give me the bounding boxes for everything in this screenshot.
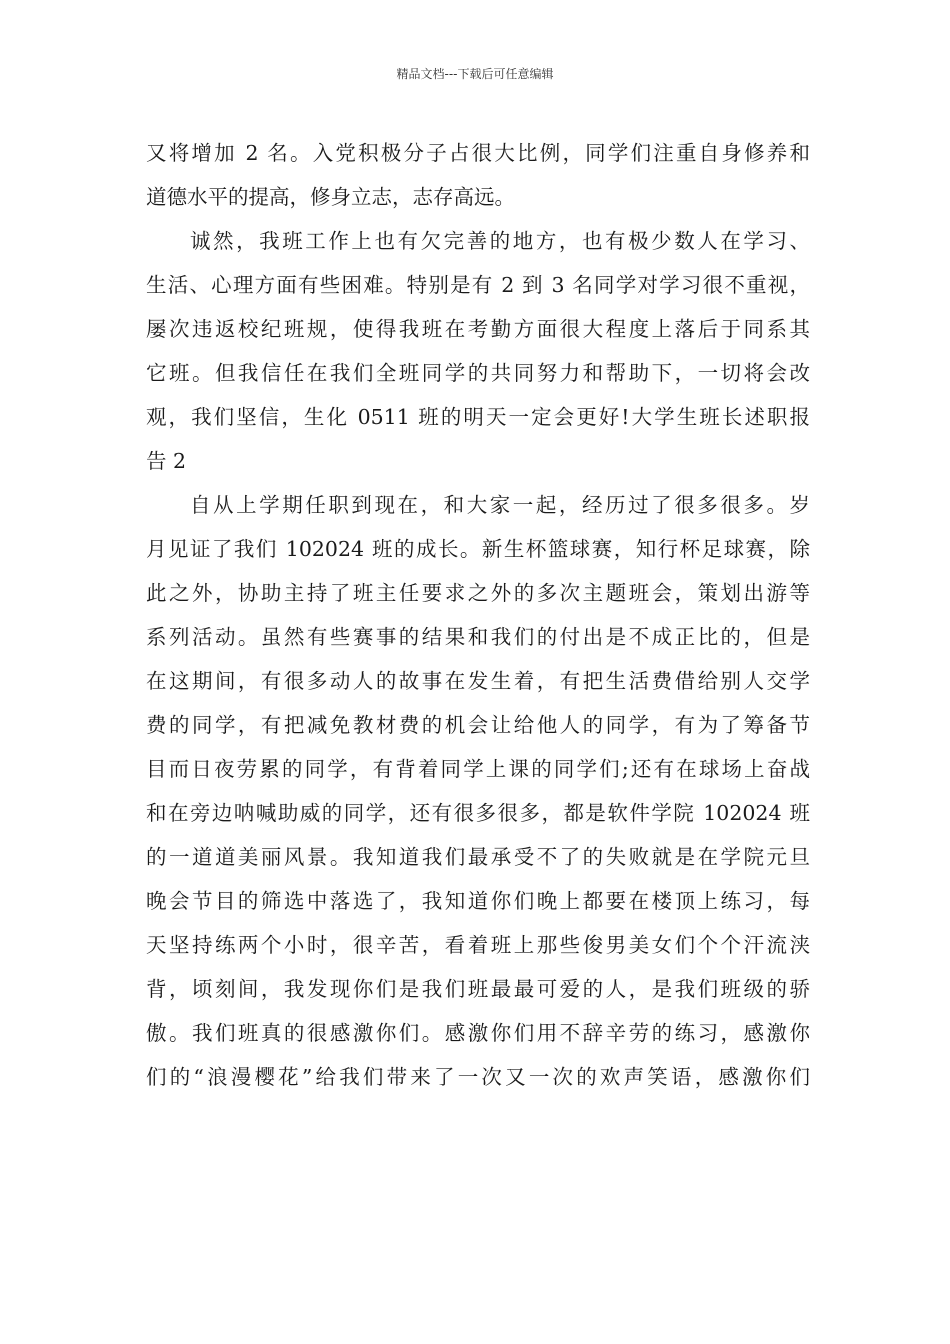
text-line: 的一道道美丽风景。我知道我们最承受不了的失败就是在学院元旦	[146, 845, 810, 869]
text-line: 和在旁边呐喊助威的同学，还有很多很多，都是软件学院 102024 班	[146, 801, 810, 825]
text-line: 天坚持练两个小时，很辛苦，看着班上那些俊男美女们个个汗流浃	[146, 933, 810, 957]
text-line: 屡次违返校纪班规，使得我班在考勤方面很大程度上落后于同系其	[146, 317, 810, 341]
text-line: 目而日夜劳累的同学，有背着同学上课的同学们;还有在球场上奋战	[146, 757, 810, 781]
text-line: 傲。我们班真的很感激你们。感激你们用不辞辛劳的练习，感激你	[146, 1021, 810, 1045]
text-line: 在这期间，有很多动人的故事在发生着，有把生活费借给别人交学	[146, 669, 810, 693]
text-line: 又将增加 2 名。入党积极分子占很大比例，同学们注重自身修养和	[146, 141, 810, 165]
text-line: 自从上学期任职到现在，和大家一起，经历过了很多很多。岁	[190, 493, 810, 517]
text-line: 费的同学，有把减免教材费的机会让给他人的同学，有为了筹备节	[146, 713, 810, 737]
text-line: 生活、心理方面有些困难。特别是有 2 到 3 名同学对学习很不重视，	[146, 273, 810, 297]
text-line: 背，顷刻间，我发现你们是我们班最最可爱的人，是我们班级的骄	[146, 977, 810, 1001]
text-line: 此之外，协助主持了班主任要求之外的多次主题班会，策划出游等	[146, 581, 810, 605]
paragraph	[146, 219, 810, 483]
text-line: 道德水平的提高，修身立志，志存高远。	[146, 185, 515, 209]
page-header: 精品文档---下载后可任意编辑	[396, 67, 554, 81]
paragraph	[146, 483, 810, 1099]
text-line: 月见证了我们 102024 班的成长。新生杯篮球赛，知行杯足球赛，除	[146, 537, 810, 561]
text-line: 系列活动。虽然有些赛事的结果和我们的付出是不成正比的，但是	[146, 625, 810, 649]
text-line: 们的“浪漫樱花”给我们带来了一次又一次的欢声笑语，感激你们	[146, 1065, 810, 1089]
document-body	[146, 131, 810, 1099]
text-line: 告 2	[146, 449, 187, 473]
text-line: 它班。但我信任在我们全班同学的共同努力和帮助下，一切将会改	[146, 361, 810, 385]
paragraph	[146, 131, 810, 219]
text-line: 晚会节目的筛选中落选了，我知道你们晚上都要在楼顶上练习，每	[146, 889, 810, 913]
text-line: 诚然，我班工作上也有欠完善的地方，也有极少数人在学习、	[190, 229, 810, 253]
text-line: 观，我们坚信，生化 0511 班的明天一定会更好!大学生班长述职报	[146, 405, 810, 429]
